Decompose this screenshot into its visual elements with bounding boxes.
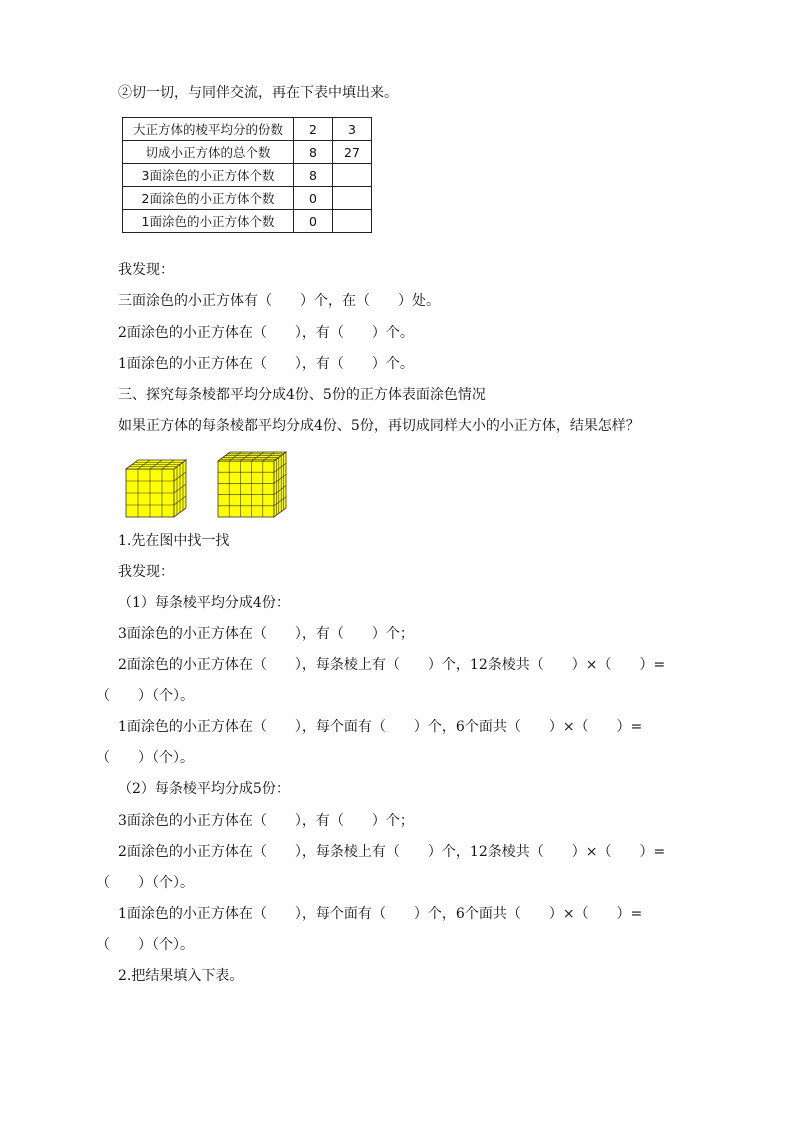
table-row [123,164,372,187]
discover1-line-3: 1面涂色的小正方体在（ ），有（ ）个。 [118,356,414,372]
row-label: 3面涂色的小正方体个数 [123,164,294,187]
part1-line-3: 1面涂色的小正方体在（ ），每个面有（ ）个，6个面共（ ）×（ ）= [118,719,643,735]
part2-line-2: 2面涂色的小正方体在（ ），每条棱上有（ ）个，12条棱共（ ）×（ ）= [118,844,666,860]
table-row [123,141,372,164]
cell-value: 0 [294,187,333,210]
part2-line-1: 3面涂色的小正方体在（ ），有（ ）个； [118,813,414,829]
cell-value [333,210,372,233]
part2-line-3b: （ ）（个）。 [96,937,194,953]
intro-line: ②切一切，与同伴交流，再在下表中填出来。 [118,85,398,101]
section3-title: 三、探究每条棱都平均分成4份、5份的正方体表面涂色情况 [118,387,486,403]
cube-4x4 [126,460,186,517]
row-label: 切成小正方体的总个数 [123,141,294,164]
part1-line-2: 2面涂色的小正方体在（ ），每条棱上有（ ）个，12条棱共（ ）×（ ）= [118,657,666,673]
discover1-line-1: 三面涂色的小正方体有（ ）个，在（ ）处。 [118,293,440,309]
discover-heading-1: 我发现： [118,262,174,278]
cell-value: 8 [294,141,333,164]
step1-line: 1.先在图中找一找 [118,533,230,549]
part1-line-3b: （ ）（个）。 [96,750,194,766]
section3-question: 如果正方体的每条棱都平均分成4份、5份，再切成同样大小的小正方体，结果怎样？ [118,418,640,434]
cube-5x5 [218,452,286,517]
part1-title: （1）每条棱平均分成4份： [118,595,290,611]
cell-value [333,164,372,187]
table-row [123,187,372,210]
discover-heading-2: 我发现： [118,564,174,580]
coloring-table [122,117,372,233]
part2-line-2b: （ ）（个）。 [96,875,194,891]
row-label: 大正方体的棱平均分的份数 [123,118,294,141]
cube-figure [120,444,300,524]
discover1-line-2: 2面涂色的小正方体在（ ），有（ ）个。 [118,325,414,341]
cell-value: 8 [294,164,333,187]
cell-value [333,187,372,210]
table-row [123,118,372,141]
part1-line-1: 3面涂色的小正方体在（ ），有（ ）个； [118,626,414,642]
step2-line: 2.把结果填入下表。 [118,968,244,984]
cell-value: 3 [333,118,372,141]
row-label: 2面涂色的小正方体个数 [123,187,294,210]
cell-value: 27 [333,141,372,164]
cell-value: 2 [294,118,333,141]
cell-value: 0 [294,210,333,233]
table-row [123,210,372,233]
part2-title: （2）每条棱平均分成5份： [118,781,290,797]
row-label: 1面涂色的小正方体个数 [123,210,294,233]
part2-line-3: 1面涂色的小正方体在（ ），每个面有（ ）个，6个面共（ ）×（ ）= [118,906,643,922]
part1-line-2b: （ ）（个）。 [96,688,194,704]
